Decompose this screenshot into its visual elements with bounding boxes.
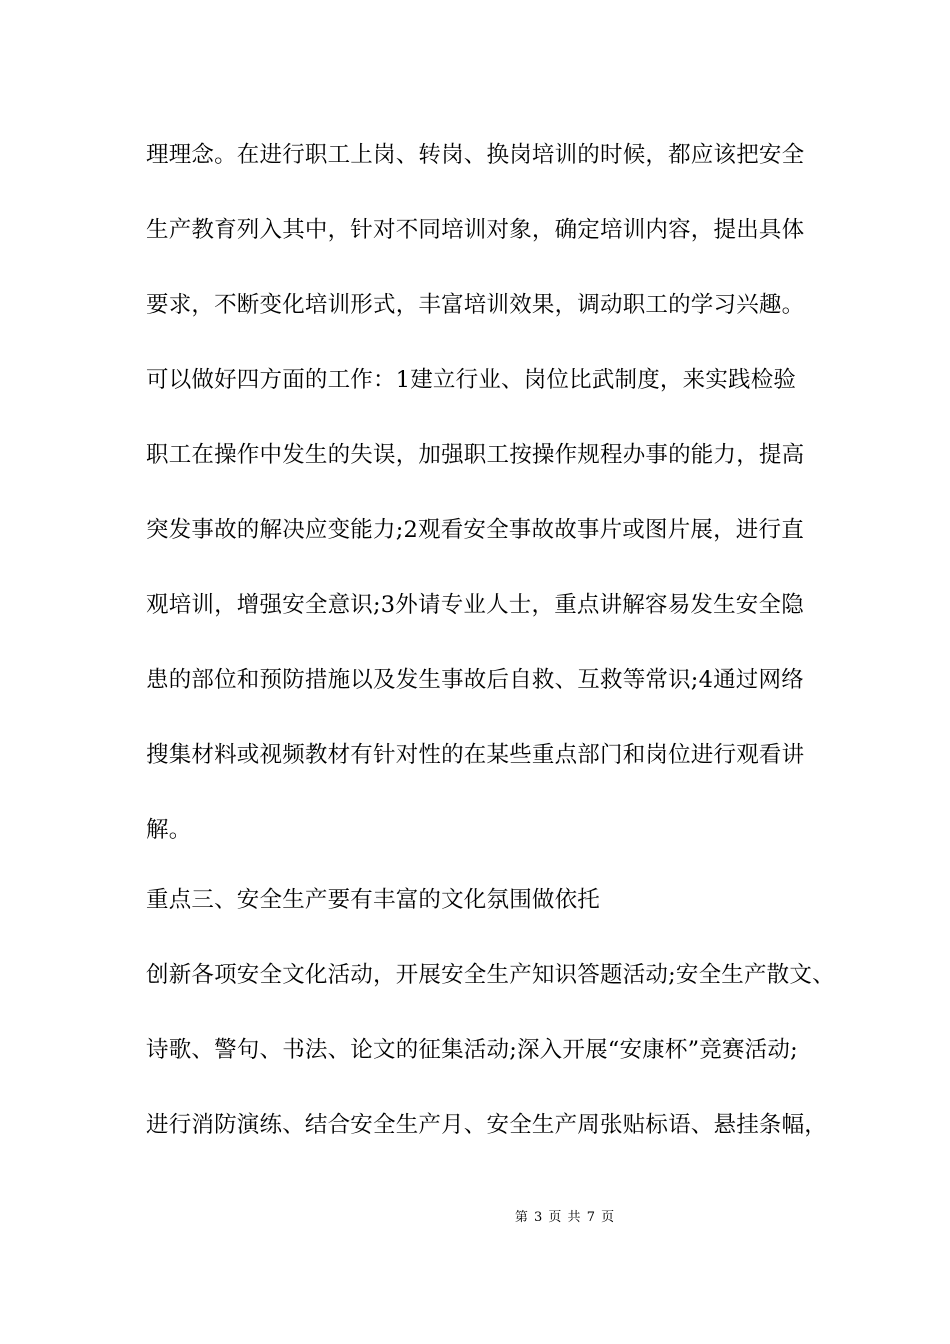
paragraph-line-10: 解。 — [146, 817, 192, 843]
paragraph-line-12: 创新各项安全文化活动，开展安全生产知识答题活动;安全生产散文、 — [146, 962, 835, 988]
paragraph-line-3: 要求，不断变化培训形式，丰富培训效果，调动职工的学习兴趣。 — [146, 292, 805, 318]
paragraph-line-9: 搜集材料或视频教材有针对性的在某些重点部门和岗位进行观看讲 — [146, 742, 805, 768]
paragraph-line-4: 可以做好四方面的工作：1建立行业、岗位比武制度，来实践检验 — [146, 367, 797, 393]
paragraph-line-2: 生产教育列入其中，针对不同培训对象，确定培训内容，提出具体 — [146, 217, 805, 243]
paragraph-line-13: 诗歌、警句、书法、论文的征集活动;深入开展“安康杯”竞赛活动; — [146, 1037, 798, 1063]
section-heading: 重点三、安全生产要有丰富的文化氛围做依托 — [146, 887, 601, 913]
paragraph-line-14: 进行消防演练、结合安全生产月、安全生产周张贴标语、悬挂条幅， — [146, 1112, 828, 1138]
paragraph-line-7: 观培训，增强安全意识;3外请专业人士，重点讲解容易发生安全隐 — [146, 592, 804, 618]
paragraph-line-5: 职工在操作中发生的失误，加强职工按操作规程办事的能力，提高 — [146, 442, 805, 468]
paragraph-line-8: 患的部位和预防措施以及发生事故后自救、互救等常识;4通过网络 — [146, 667, 804, 693]
paragraph-line-6: 突发事故的解决应变能力;2观看安全事故故事片或图片展，进行直 — [146, 517, 804, 543]
page-number-footer: 第 3 页 共 7 页 — [514, 1210, 616, 1225]
paragraph-line-1: 理理念。在进行职工上岗、转岗、换岗培训的时候，都应该把安全 — [146, 142, 805, 168]
